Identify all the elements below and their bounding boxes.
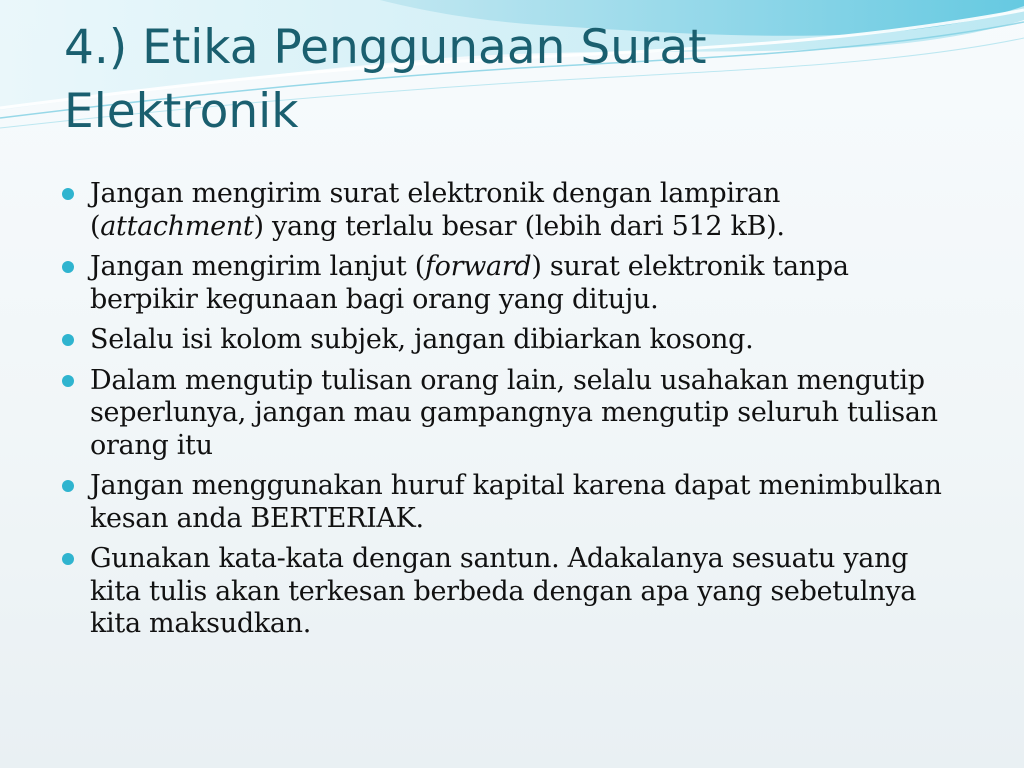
bullet-dot-icon — [62, 334, 74, 346]
bullet-item — [60, 251, 960, 316]
bullet-text — [90, 178, 785, 242]
slide-title-line1: 4.) Etika Penggunaan Surat — [64, 20, 707, 75]
bullet-text — [90, 543, 916, 639]
bullet-text — [90, 251, 849, 315]
slide-title-line2: Elektronik — [64, 84, 299, 139]
bullet-dot-icon — [62, 553, 74, 565]
bullet-dot-icon — [62, 480, 74, 492]
slide-title — [64, 16, 964, 144]
bullet-text-run: Gunakan kata-kata dengan santun. Adakalanya sesuatu yang kita tulis akan terkesan berbeda dengan apa yang sebetulnya kita maksudkan. — [90, 543, 917, 639]
bullet-dot-icon — [62, 188, 74, 200]
bullet-text-run: Dalam mengutip tulisan orang lain, selalu usahakan mengutip seperlunya, jangan mau gampangnya mengutip seluruh tulisan orang itu — [90, 364, 938, 461]
bullet-text-run: Selalu isi kolom subjek, jangan dibiarkan kosong. — [90, 324, 754, 355]
bullet-text-italic: attachment — [100, 210, 254, 242]
bullet-text-run: ) yang terlalu besar (lebih dari 512 kB). — [253, 210, 785, 242]
bullet-text — [90, 365, 938, 461]
bullet-item — [60, 178, 960, 243]
bullet-dot-icon — [62, 375, 74, 387]
bullet-text-run: Jangan menggunakan huruf kapital karena dapat menimbulkan kesan anda BERTERIAK. — [90, 470, 942, 534]
bullet-text-run: Jangan mengirim surat elektronik dengan lampiran ( — [90, 178, 781, 242]
bullet-text — [90, 470, 942, 534]
bullet-text-run: ) surat elektronik tanpa berpikir kegunaan bagi orang yang dituju. — [90, 251, 849, 315]
bullet-item — [60, 324, 960, 357]
bullet-item — [60, 470, 960, 535]
bullet-text-run: Jangan mengirim lanjut ( — [90, 251, 425, 282]
bullet-item — [60, 365, 960, 463]
bullet-dot-icon — [62, 261, 74, 273]
bullet-text — [90, 324, 753, 355]
bullet-item — [60, 543, 960, 641]
bullet-list — [60, 178, 960, 649]
bullet-text-italic: forward — [424, 251, 532, 282]
